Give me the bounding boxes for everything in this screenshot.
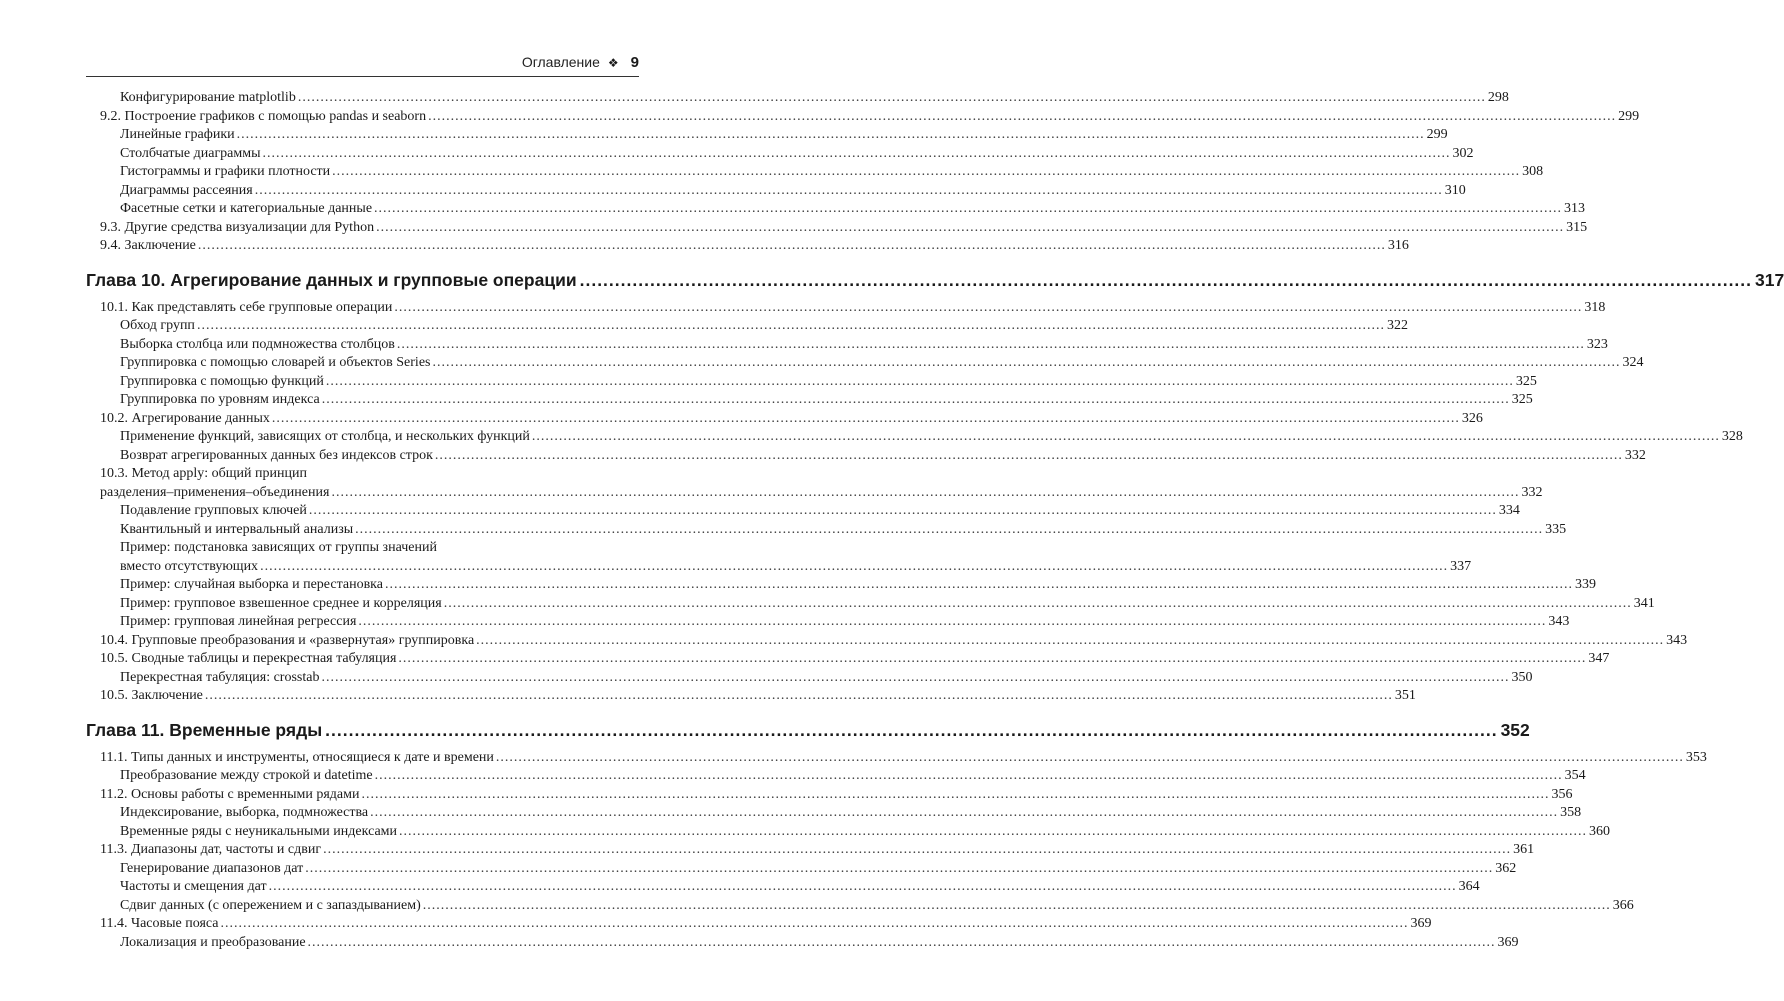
toc-entry-page: 354: [1564, 768, 1586, 783]
leader-dots: [272, 410, 1460, 429]
toc-entry-page: 350: [1511, 669, 1533, 685]
toc-entry-title: Линейные графики: [120, 127, 235, 142]
toc-entry-title: Фасетные сетки и категориальные данные: [120, 201, 373, 216]
leader-dots: [326, 373, 1514, 392]
toc-entry[interactable]: [86, 915, 1432, 934]
toc-entry-page: 328: [1721, 429, 1743, 444]
toc-entry[interactable]: [86, 126, 1448, 145]
toc-entry-page: 308: [1522, 164, 1544, 179]
toc-entry[interactable]: [86, 391, 1533, 410]
toc-entry-title: Частоты и смещения дат: [120, 879, 267, 894]
chapter-title: Глава 11. Временные ряды: [86, 719, 323, 740]
leader-dots: [435, 447, 1623, 466]
toc-entry[interactable]: [86, 182, 1466, 201]
toc-entry-title: 10.5. Сводные таблицы и перекрестная табуляция: [100, 651, 397, 666]
toc-entry[interactable]: [86, 237, 1409, 256]
leader-dots: [198, 237, 1386, 256]
toc-entry[interactable]: [86, 823, 1611, 842]
toc-entry[interactable]: [86, 317, 1408, 336]
leader-dots: [476, 632, 1664, 651]
toc-entry-page: 325: [1515, 373, 1537, 389]
toc-entry[interactable]: [86, 576, 1596, 595]
toc-entry-page: 341: [1633, 595, 1655, 611]
leader-dots: [444, 595, 1632, 614]
toc-entry[interactable]: [86, 145, 1474, 164]
toc-entry-title: Пример: подстановка зависящих от группы значений: [120, 540, 437, 555]
toc-entry-title: Группировка по уровням индекса: [120, 392, 320, 407]
toc-entry[interactable]: [86, 428, 1743, 447]
leader-dots: [580, 268, 1752, 292]
toc-entry-title: 10.4. Групповые преобразования и «развернутая» группировка: [100, 632, 475, 648]
leader-dots: [355, 521, 1543, 540]
leader-dots: [305, 860, 1493, 879]
toc-entry[interactable]: [86, 354, 1644, 373]
toc-group-ch10c: [86, 576, 1688, 706]
toc-entry[interactable]: [86, 484, 1543, 503]
leader-dots: [532, 428, 1720, 447]
toc-entry-page: 360: [1589, 823, 1611, 839]
ornament-icon: ❖: [607, 56, 619, 70]
toc-entry-page: 358: [1560, 805, 1582, 820]
toc-entry[interactable]: [86, 89, 1509, 108]
leader-dots: [298, 89, 1486, 108]
toc-entry-title: 9.3. Другие средства визуализации для Python: [100, 219, 375, 235]
leader-dots: [398, 650, 1586, 669]
table-of-contents: [86, 89, 1784, 952]
leader-dots: [321, 669, 1509, 688]
toc-entry-page: 364: [1458, 879, 1480, 894]
leader-dots: [322, 391, 1510, 410]
leader-dots: [399, 823, 1587, 842]
leader-dots: [496, 749, 1684, 768]
leader-dots: [325, 718, 1497, 742]
leader-dots: [332, 163, 1520, 182]
toc-entry-title: Квантильный и интервальный анализы: [120, 521, 354, 537]
chapter-page: 317: [1755, 269, 1784, 290]
toc-entry-title: Локализация и преобразование: [120, 934, 306, 950]
toc-entry-title: Конфигурирование matplotlib: [120, 90, 296, 105]
leader-dots: [269, 878, 1457, 897]
toc-entry-page: 324: [1622, 355, 1644, 370]
leader-dots: [428, 108, 1616, 127]
leader-dots: [358, 613, 1546, 632]
chapter-title: Глава 10. Агрегирование данных и групповые операции: [86, 269, 577, 290]
toc-entry-page: 316: [1387, 238, 1409, 253]
toc-entry[interactable]: [86, 447, 1646, 466]
toc-entry-page: 335: [1545, 521, 1567, 537]
toc-entry-title: вместо отсутствующих: [120, 558, 259, 574]
toc-entry-title: 10.5. Заключение: [100, 688, 203, 703]
toc-entry-page: 325: [1511, 392, 1533, 407]
toc-entry-page: 323: [1586, 336, 1608, 352]
toc-entry[interactable]: [86, 934, 1519, 953]
toc-entry-page: 318: [1584, 299, 1606, 315]
toc-entry[interactable]: [86, 749, 1707, 768]
toc-entry[interactable]: [86, 336, 1608, 355]
toc-entry[interactable]: [86, 521, 1567, 540]
leader-dots: [237, 126, 1425, 145]
toc-entry-page: 351: [1394, 688, 1416, 703]
leader-dots: [385, 576, 1573, 595]
toc-entry-multiline-first[interactable]: [86, 465, 639, 484]
toc-entry[interactable]: [86, 804, 1582, 823]
leader-dots: [374, 200, 1562, 219]
leader-dots: [376, 219, 1564, 238]
toc-entry-page: 299: [1618, 108, 1640, 124]
toc-entry-page: 313: [1564, 201, 1586, 216]
toc-entry-title: 11.1. Типы данных и инструменты, относящиеся к дате и времени: [100, 749, 494, 765]
toc-entry-title: Временные ряды с неуникальными индексами: [120, 823, 398, 839]
page-number: 9: [630, 54, 639, 71]
toc-entry-title: 11.3. Диапазоны дат, частоты и сдвиг: [100, 842, 322, 857]
toc-entry[interactable]: [86, 108, 1640, 127]
leader-dots: [375, 767, 1563, 786]
leader-dots: [423, 897, 1611, 916]
toc-chapter-11[interactable]: [86, 718, 1530, 742]
leader-dots: [260, 558, 1448, 577]
leader-dots: [370, 804, 1558, 823]
toc-entry-title: Группировка с помощью функций: [120, 373, 324, 389]
toc-entry-title: 11.2. Основы работы с временными рядами: [100, 786, 360, 802]
toc-entry-title: 9.2. Построение графиков с помощью pandas и seaborn: [100, 108, 427, 124]
toc-entry-title: Гистограммы и графики плотности: [120, 164, 331, 179]
toc-entry[interactable]: [86, 410, 1483, 429]
toc-entry-title: Пример: групповая линейная регрессия: [120, 614, 357, 629]
toc-group-ch10b: [86, 502, 1567, 539]
toc-entry-title: Преобразование между строкой и datetime: [120, 768, 373, 783]
toc-entry-title: 11.4. Часовые пояса: [100, 916, 219, 931]
leader-dots: [255, 182, 1443, 201]
toc-entry-title: Группировка с помощью словарей и объектов Series: [120, 355, 431, 370]
toc-entry-page: 366: [1612, 897, 1634, 913]
toc-entry[interactable]: [86, 687, 1416, 706]
toc-entry-title: Пример: случайная выборка и перестановка: [120, 577, 383, 592]
toc-entry[interactable]: [86, 669, 1533, 688]
toc-entry[interactable]: [86, 373, 1537, 392]
toc-entry[interactable]: [86, 613, 1570, 632]
toc-entry-page: 298: [1487, 90, 1509, 105]
toc-entry-page: 369: [1497, 934, 1519, 950]
leader-dots: [361, 786, 1549, 805]
toc-entry[interactable]: [86, 841, 1535, 860]
toc-entry-page: 310: [1444, 182, 1466, 198]
toc-entry-page: 356: [1551, 786, 1573, 802]
toc-entry[interactable]: [86, 299, 1606, 318]
toc-entry-page: 334: [1498, 503, 1520, 518]
toc-entry[interactable]: [86, 502, 1520, 521]
toc-entry-title: разделения–применения–объединения: [100, 484, 330, 500]
toc-entry-title: Обход групп: [120, 318, 195, 333]
toc-entry-page: 369: [1410, 916, 1432, 931]
toc-entry[interactable]: [86, 650, 1610, 669]
toc-entry-page: 315: [1566, 219, 1588, 235]
toc-entry-title: Перекрестная табуляция: crosstab: [120, 669, 320, 685]
toc-entry[interactable]: [86, 200, 1586, 219]
toc-entry-page: 332: [1624, 447, 1646, 463]
toc-entry-page: 347: [1588, 651, 1610, 666]
toc-entry-page: 353: [1685, 749, 1707, 765]
leader-dots: [308, 934, 1496, 953]
running-header: [86, 50, 639, 77]
chapter-page: 352: [1500, 719, 1530, 740]
toc-entry-page: 322: [1386, 318, 1408, 333]
leader-dots: [205, 687, 1393, 706]
toc-entry-page: 343: [1666, 632, 1688, 648]
toc-entry-page: 332: [1521, 484, 1543, 500]
toc-group-ch9: [86, 89, 1640, 256]
leader-dots: [221, 915, 1409, 934]
running-head-title: Оглавление: [521, 54, 600, 70]
leader-dots: [397, 336, 1585, 355]
leader-dots: [394, 299, 1582, 318]
toc-entry-title: Сдвиг данных (с опережением и с запаздыванием): [120, 897, 421, 913]
toc-entry-page: 339: [1575, 577, 1596, 592]
toc-group-ch10a: [86, 299, 1743, 466]
toc-entry-title: 10.1. Как представлять себе групповые операции: [100, 299, 393, 315]
toc-entry-title: 10.3. Метод apply: общий принцип: [100, 466, 307, 481]
toc-entry-title: Диаграммы рассеяния: [120, 182, 253, 198]
toc-entry[interactable]: [86, 163, 1544, 182]
toc-entry[interactable]: [86, 767, 1586, 786]
toc-entry[interactable]: [86, 860, 1517, 879]
toc-entry-title: Применение функций, зависящих от столбца, и нескольких функций: [120, 429, 530, 444]
toc-entry-page: 362: [1495, 860, 1517, 876]
toc-entry-page: 302: [1452, 145, 1474, 161]
leader-dots: [197, 317, 1385, 336]
leader-dots: [432, 354, 1620, 373]
toc-entry[interactable]: [86, 878, 1480, 897]
toc-chapter-10[interactable]: [86, 268, 1784, 292]
toc-entry[interactable]: [86, 595, 1655, 614]
toc-entry-title: 10.2. Агрегирование данных: [100, 410, 270, 426]
leader-dots: [331, 484, 1519, 503]
toc-entry-title: Возврат агрегированных данных без индексов строк: [120, 447, 433, 463]
toc-entry-page: 326: [1461, 410, 1483, 426]
toc-entry-title: Столбчатые диаграммы: [120, 145, 261, 161]
toc-entry-page: 343: [1548, 614, 1570, 629]
toc-entry[interactable]: [86, 632, 1688, 651]
toc-entry-title: Подавление групповых ключей: [120, 503, 307, 518]
leader-dots: [323, 841, 1511, 860]
toc-entry[interactable]: [86, 897, 1634, 916]
leader-dots: [263, 145, 1451, 164]
toc-entry-title: Индексирование, выборка, подмножества: [120, 805, 369, 820]
toc-entry-title: Выборка столбца или подмножества столбцов: [120, 336, 395, 352]
toc-entry-page: 337: [1450, 558, 1472, 574]
toc-entry[interactable]: [86, 219, 1588, 238]
toc-entry-title: Пример: групповое взвешенное среднее и корреляция: [120, 595, 442, 611]
toc-group-ch11: [86, 749, 1707, 953]
toc-entry-multiline-first[interactable]: [86, 539, 639, 558]
toc-entry[interactable]: [86, 558, 1472, 577]
toc-entry-page: 361: [1513, 842, 1535, 857]
toc-entry-title: Генерирование диапазонов дат: [120, 860, 304, 876]
toc-entry-title: 9.4. Заключение: [100, 238, 196, 253]
leader-dots: [309, 502, 1497, 521]
toc-entry[interactable]: [86, 786, 1573, 805]
toc-entry-page: 299: [1426, 127, 1448, 142]
